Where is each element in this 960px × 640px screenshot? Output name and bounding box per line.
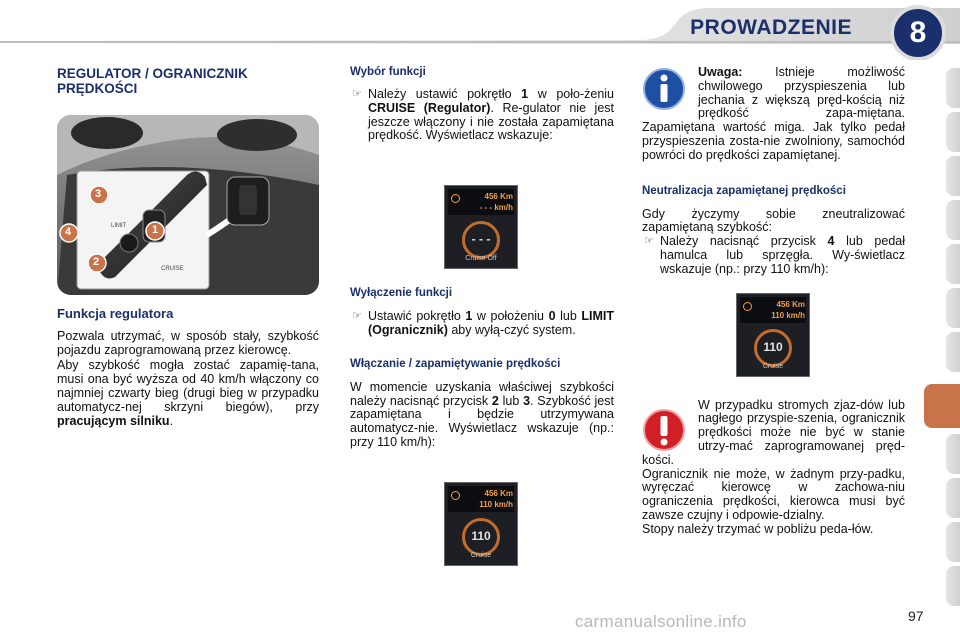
heading-wybor: Wybór funkcji (350, 66, 426, 78)
pointing-hand-icon: ☞ (352, 88, 362, 100)
chapter-tab[interactable] (946, 156, 960, 196)
chapter-tab[interactable] (946, 112, 960, 152)
note-block (642, 66, 905, 163)
bullet-item: ☞ Należy nacisnąć przycisk 4 lub pedał hamulca lub sprzęgła. Wy-świetlacz wskazuje (np.: przy 110 km/h): (644, 234, 905, 276)
column-middle (350, 66, 614, 566)
pointing-hand-icon: ☞ (352, 310, 362, 323)
paragraph: Ogranicznik nie może, w żadnym przy-padku, wyręczać kierowcę w zachowa-niu ograniczenia prędkości, kierowca musi być zawsze czujny i odpowie-dzialny. (642, 466, 905, 522)
heading-wlaczanie: Włączanie / zapamiętywanie prędkości (350, 357, 561, 370)
info-icon (642, 66, 686, 112)
subheading-regulator: Funkcja regulatora (57, 306, 174, 321)
stalk-callout-1: 1 (152, 224, 159, 236)
section-title: REGULATOR / OGRANICZNIK PRĘDKOŚCI (57, 66, 248, 96)
chapter-tab[interactable] (946, 478, 960, 518)
note-text: Uwaga: Istnieje możliwość chwilowego przyspieszenia lub jechania z większą pręd-kością niż prędkość zapa-miętana. Zapamiętana wartość miga. Jak tylko pedał przyspieszenia zosta-nie zwolniony, samochód powróci do prędkości zapamiętanej. (642, 65, 905, 162)
cruise-display-110: 456 Km 110 km/h 110 Cruise (444, 482, 518, 566)
cruise-display-neutral: 456 Km 110 km/h 110 Cruise (736, 293, 810, 377)
header-band (0, 0, 960, 52)
chapter-tab[interactable] (946, 522, 960, 562)
svg-text:CRUISE: CRUISE (161, 266, 184, 272)
bullet-item: ☞ Ustawić pokrętło 1 w położeniu 0 lub LIMIT (Ogranicznik) aby wyłą-czyć system. (352, 309, 614, 337)
pointing-hand-icon: ☞ (644, 235, 654, 248)
paragraph: W momencie uzyskania właściwej szybkości należy nacisnąć przycisk 2 lub 3. Szybkość jest zapamiętana i będzie utrzymywana automatycz-nie. Wyświetlacz wskazuje (np.: przy 110 km/h): (350, 379, 614, 449)
bullet-item: ☞ Należy ustawić pokrętło 1 w poło-żeniu CRUISE (Regulator). Re-gulator nie jest jeszcze włączony i nie została zapamiętana prędkość. Wyświetlacz wskazuje: (352, 87, 615, 143)
chapter-title: PROWADZENIE (690, 16, 852, 39)
chapter-tab[interactable] (946, 434, 960, 474)
chapter-tab[interactable] (946, 288, 960, 328)
exclamation-warning-icon (642, 407, 686, 453)
cruise-display-off: 456 Km - - - km/h - - - Cruise Off (444, 185, 518, 269)
cruise-icon (743, 302, 752, 311)
heading-neutralizacja: Neutralizacja zapamiętanej prędkości (642, 184, 846, 197)
column-left (57, 66, 319, 428)
chapter-tabs (938, 68, 960, 608)
warning-block (642, 399, 905, 468)
stalk-callout-3: 3 (95, 188, 102, 200)
heading-wylaczenie: Wyłączenie funkcji (350, 287, 453, 300)
warning-text: W przypadku stromych zjaz-dów lub nagłego przyspie-szenia, ogranicznik prędkości może nie być w stanie utrzy-mać zaprogramowanej pręd-kości. (642, 397, 905, 467)
chapter-tab-active[interactable] (924, 384, 960, 428)
chapter-tab[interactable] (946, 244, 960, 284)
svg-text:LIMIT: LIMIT (111, 223, 127, 229)
chapter-tab[interactable] (946, 332, 960, 372)
paragraph: Pozwala utrzymać, w sposób stały, szybkość pojazdu zaprogramowaną przez kierowcę. (57, 328, 319, 357)
paragraph: Gdy życzymy sobie zneutralizować zapamiętaną szybkość: (642, 206, 905, 235)
stalk-callout-4: 4 (65, 226, 72, 238)
column-right (642, 66, 905, 537)
watermark: carmanualsonline.info (575, 612, 747, 631)
chapter-tab[interactable] (946, 200, 960, 240)
page-number: 97 (908, 608, 924, 624)
chapter-number: 8 (909, 16, 927, 49)
chapter-tab[interactable] (946, 68, 960, 108)
chapter-tab[interactable] (946, 566, 960, 606)
paragraph: Stopy należy trzymać w pobliżu peda-łów. (642, 521, 874, 536)
stalk-callout-2: 2 (93, 256, 100, 268)
cruise-stalk-photo (57, 115, 319, 295)
paragraph: Aby szybkość mogła zostać zapamię-tana, musi ona być wyższa od 40 km/h włączony co najmniej czwarty bieg (drugi bieg w przypadku automatycz-nej skrzyni biegów), przy pracującym silniku. (57, 358, 319, 428)
cruise-icon (451, 491, 460, 500)
